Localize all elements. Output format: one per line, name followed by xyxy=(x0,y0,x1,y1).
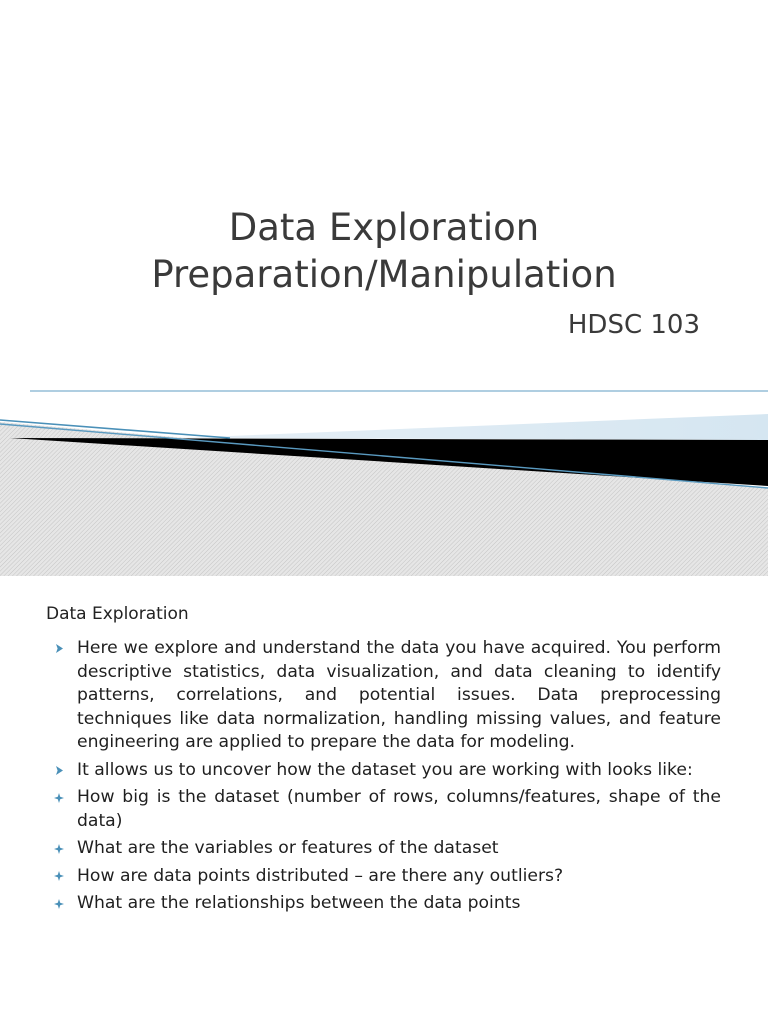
list-item-text: How big is the dataset (number of rows, columns/features, shape of the data) xyxy=(77,787,721,831)
list-item-text: Here we explore and understand the data you have acquired. You perform descriptive statistics, data visualization, and data cleaning to identify patterns, correlations, and potential issues. Data preprocessing techniques like data normalization, handling missing values, and feature engineering are applied to prepare the data for modeling. xyxy=(77,638,721,752)
diamond-bullet-icon xyxy=(52,786,66,809)
arrow-bullet-icon xyxy=(52,759,66,782)
list-item xyxy=(52,786,721,833)
list-item xyxy=(52,892,721,916)
light-blue-band xyxy=(180,414,768,440)
list-item-text: What are the variables or features of the dataset xyxy=(77,838,499,858)
diamond-bullet-icon xyxy=(52,892,66,915)
list-item xyxy=(52,637,721,755)
slide-title-line-1: Data Exploration xyxy=(228,206,540,249)
diamond-bullet-icon xyxy=(52,865,66,888)
bullet-list xyxy=(52,637,721,920)
diamond-bullet-icon xyxy=(52,837,66,860)
slide-subtitle: HDSC 103 xyxy=(567,310,700,340)
list-item-text: What are the relationships between the data points xyxy=(77,893,521,913)
list-item xyxy=(52,865,721,889)
decorative-diagonal-bands xyxy=(0,380,768,576)
list-item-text: It allows us to uncover how the dataset you are working with looks like: xyxy=(77,759,693,780)
list-item xyxy=(52,759,721,783)
content-slide xyxy=(0,576,768,1024)
slide-title xyxy=(0,204,768,298)
list-item xyxy=(52,837,721,861)
section-heading: Data Exploration xyxy=(46,604,189,624)
slide-title-line-2: Preparation/Manipulation xyxy=(151,253,617,296)
list-item-text: How are data points distributed – are there any outliers? xyxy=(77,865,564,886)
arrow-bullet-icon xyxy=(52,637,66,660)
